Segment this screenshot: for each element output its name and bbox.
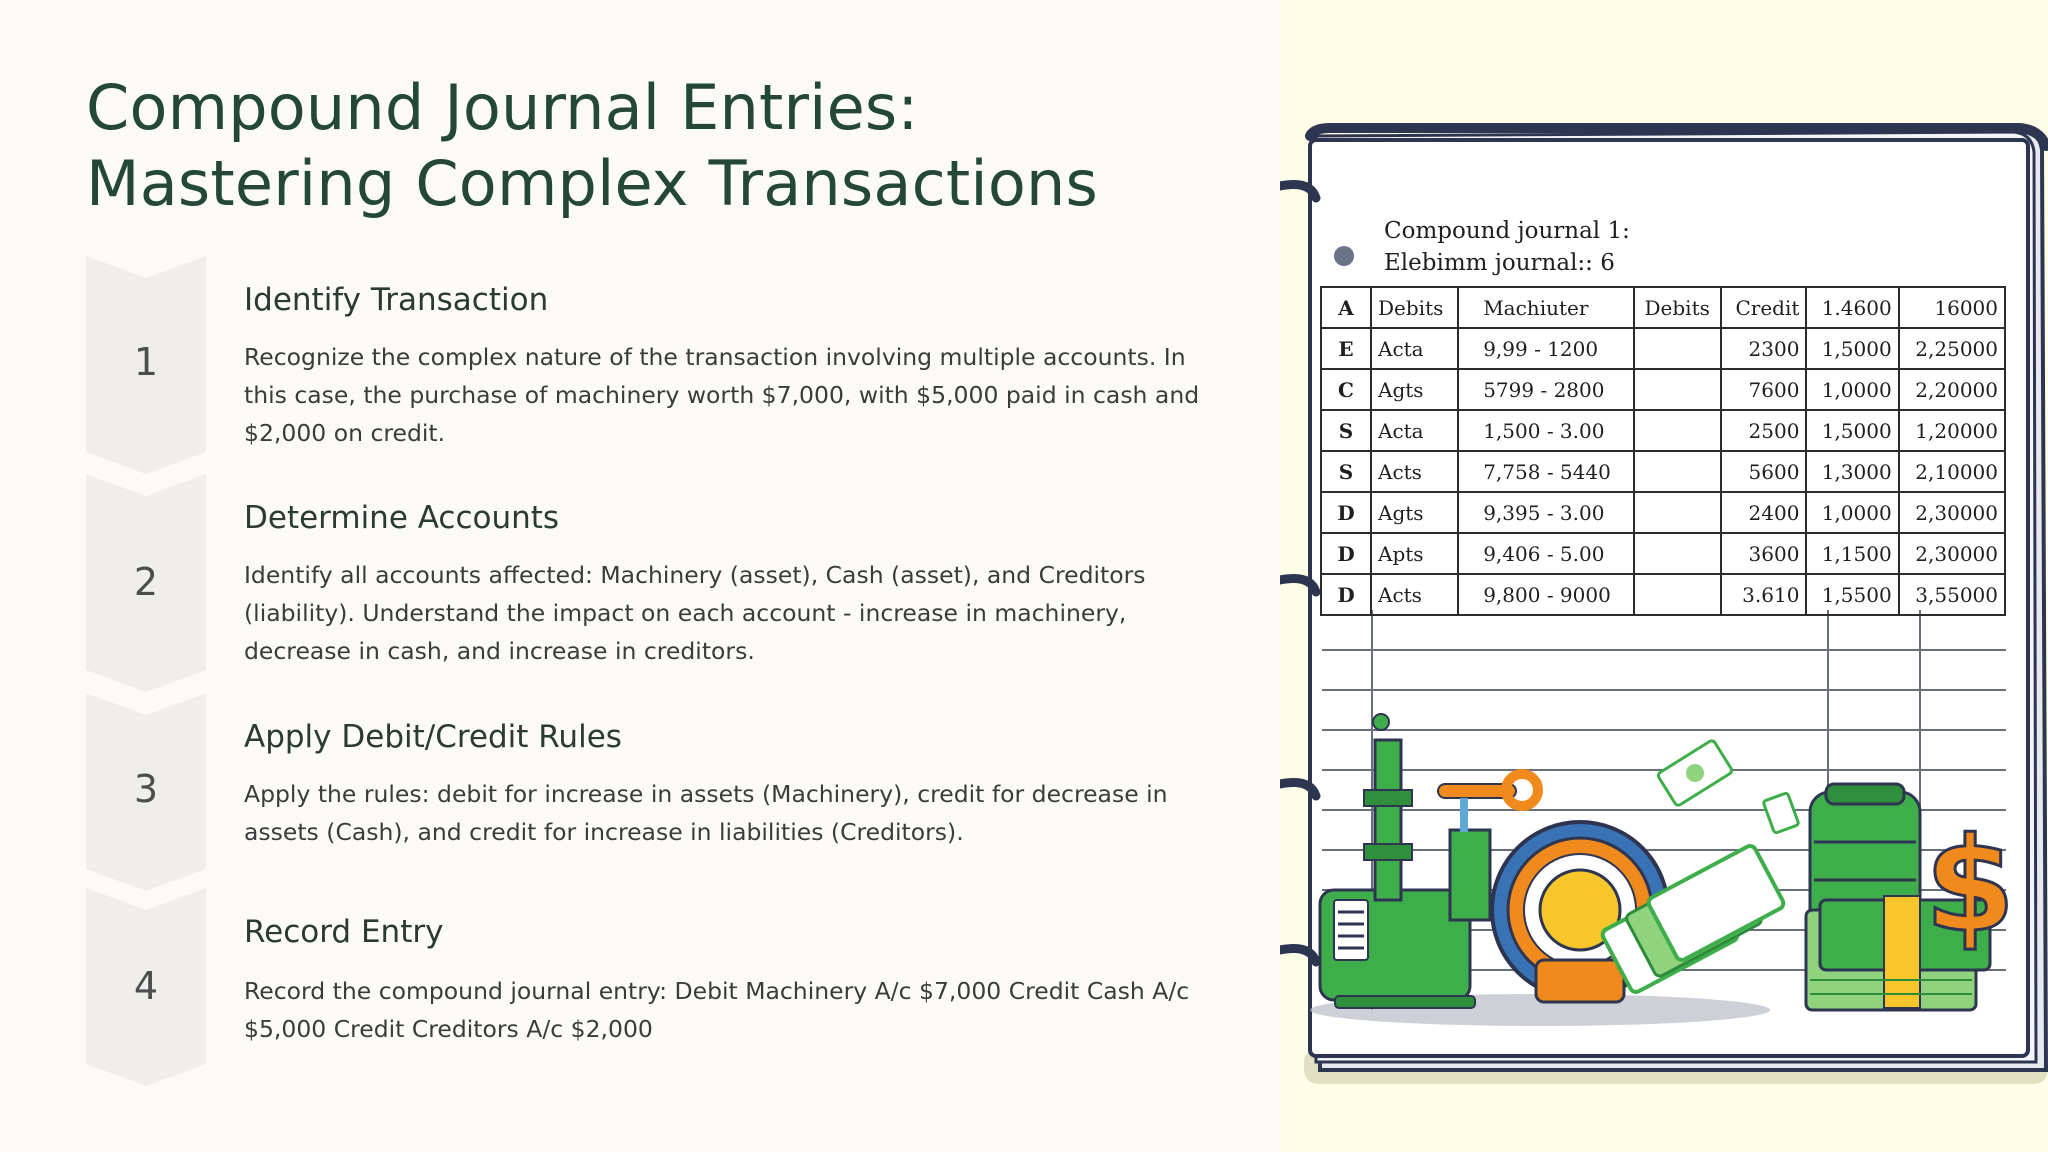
- step-4-title: Record Entry: [244, 914, 444, 950]
- table-cell: 2,20000: [1899, 369, 2005, 410]
- table-row: [1321, 533, 2005, 574]
- step-3-body: Apply the rules: debit for increase in assets (Machinery), credit for decrease in assets (Cash), and credit for increase in liabilities (Creditors).: [244, 780, 1168, 846]
- table-cell: Debits: [1634, 287, 1721, 328]
- step-1-body: Recognize the complex nature of the transaction involving multiple accounts. In this case, the purchase of machinery worth $7,000, with $5,000 paid in cash and $2,000 on credit.: [244, 343, 1200, 447]
- table-cell: 16000: [1899, 287, 2005, 328]
- table-cell: 2,25000: [1899, 328, 2005, 369]
- step-4-body: Record the compound journal entry: Debit Machinery A/c $7,000 Credit Cash A/c $5,000 Credit Creditors A/c $2,000: [244, 977, 1190, 1043]
- step-2-body: Identify all accounts affected: Machinery (asset), Cash (asset), and Creditors (liability). Understand the impact on each account - increase in machinery, decrease in cash, and increase in creditors.: [244, 561, 1146, 665]
- table-cell: 9,406 - 5.00: [1458, 533, 1633, 574]
- table-row: [1321, 451, 2005, 492]
- table-row: [1321, 492, 2005, 533]
- table-cell: D: [1321, 574, 1371, 615]
- table-cell: D: [1321, 492, 1371, 533]
- table-cell: Agts: [1371, 492, 1458, 533]
- table-cell: [1634, 533, 1721, 574]
- table-cell: Credit: [1721, 287, 1807, 328]
- table-cell: [1634, 410, 1721, 451]
- table-cell: S: [1321, 410, 1371, 451]
- table-cell: Apts: [1371, 533, 1458, 574]
- step-4-number: 4: [133, 964, 159, 1008]
- table-cell: 1,5000: [1806, 410, 1898, 451]
- table-cell: 5799 - 2800: [1458, 369, 1633, 410]
- table-cell: 1,5500: [1806, 574, 1898, 615]
- page-title: Compound Journal Entries: Mastering Complex Transactions: [86, 71, 1098, 220]
- journal-table: [1320, 286, 2006, 616]
- table-cell: A: [1321, 287, 1371, 328]
- table-cell: 3.610: [1721, 574, 1807, 615]
- table-header-row: [1321, 287, 2005, 328]
- table-cell: 3,55000: [1899, 574, 2005, 615]
- table-cell: E: [1321, 328, 1371, 369]
- table-cell: S: [1321, 451, 1371, 492]
- table-cell: Acts: [1371, 574, 1458, 615]
- table-cell: 9,395 - 3.00: [1458, 492, 1633, 533]
- step-3-number: 3: [133, 767, 159, 811]
- table-cell: 1,20000: [1899, 410, 2005, 451]
- table-cell: [1634, 369, 1721, 410]
- table-cell: [1634, 451, 1721, 492]
- table-cell: 7,758 - 5440: [1458, 451, 1633, 492]
- table-cell: 1,5000: [1806, 328, 1898, 369]
- table-cell: 2,10000: [1899, 451, 2005, 492]
- table-cell: 2400: [1721, 492, 1807, 533]
- table-cell: 1,3000: [1806, 451, 1898, 492]
- table-cell: [1634, 328, 1721, 369]
- table-cell: D: [1321, 533, 1371, 574]
- journal-heading-2: Elebimm journal:: 6: [1384, 250, 1615, 276]
- step-1-title: Identify Transaction: [244, 282, 549, 318]
- table-cell: Acts: [1371, 451, 1458, 492]
- table-cell: 2300: [1721, 328, 1807, 369]
- table-cell: 1,0000: [1806, 492, 1898, 533]
- step-2-number: 2: [133, 560, 159, 604]
- table-cell: 1,0000: [1806, 369, 1898, 410]
- table-cell: [1634, 574, 1721, 615]
- table-cell: Machiuter: [1458, 287, 1633, 328]
- table-cell: 2,30000: [1899, 533, 2005, 574]
- dollar-sign-icon: [1925, 809, 2015, 961]
- step-3-title: Apply Debit/Credit Rules: [244, 719, 622, 755]
- table-cell: 7600: [1721, 369, 1807, 410]
- table-row: [1321, 369, 2005, 410]
- table-cell: 1.4600: [1806, 287, 1898, 328]
- svg-text:$: $: [1924, 809, 2016, 961]
- table-cell: 5600: [1721, 451, 1807, 492]
- table-row: [1321, 410, 2005, 451]
- table-cell: Acta: [1371, 328, 1458, 369]
- table-cell: 1,500 - 3.00: [1458, 410, 1633, 451]
- table-cell: 9,800 - 9000: [1458, 574, 1633, 615]
- step-2-title: Determine Accounts: [244, 500, 560, 536]
- table-cell: 2500: [1721, 410, 1807, 451]
- table-cell: Debits: [1371, 287, 1458, 328]
- step-1-number: 1: [133, 340, 159, 384]
- table-cell: Acta: [1371, 410, 1458, 451]
- table-cell: 9,99 - 1200: [1458, 328, 1633, 369]
- table-row: [1321, 328, 2005, 369]
- table-cell: Agts: [1371, 369, 1458, 410]
- table-cell: [1634, 492, 1721, 533]
- table-cell: 2,30000: [1899, 492, 2005, 533]
- table-cell: 3600: [1721, 533, 1807, 574]
- journal-heading-1: Compound journal 1:: [1384, 218, 1630, 244]
- table-cell: 1,1500: [1806, 533, 1898, 574]
- table-cell: C: [1321, 369, 1371, 410]
- table-row: [1321, 574, 2005, 615]
